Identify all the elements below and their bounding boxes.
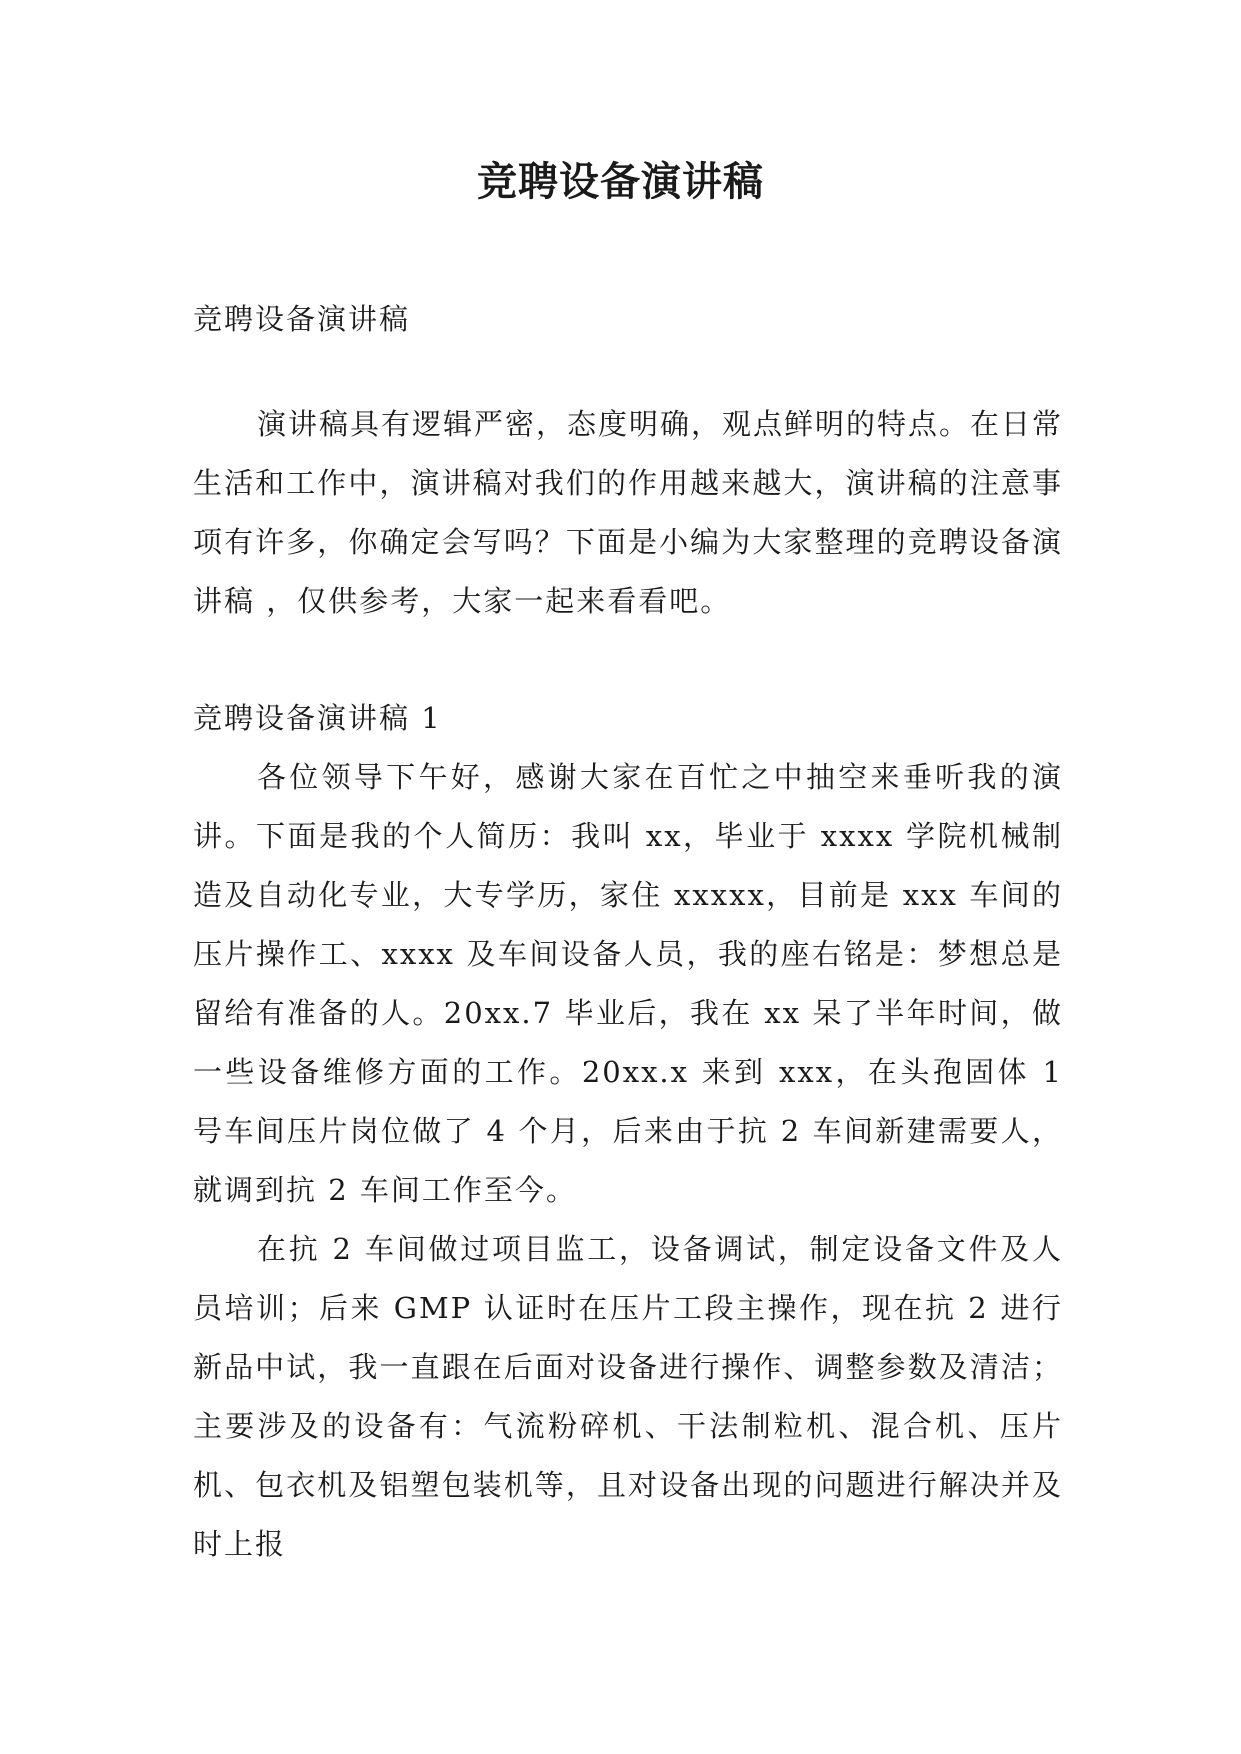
section-heading: 竞聘设备演讲稿 1 <box>193 701 442 735</box>
intro-paragraph: 演讲稿具有逻辑严密，态度明确，观点鲜明的特点。在日常生活和工作中，演讲稿对我们的作用越来越大，演讲稿的注意事项有许多，你确定会写吗？下面是小编为大家整理的竞聘设备演讲稿 ，仅供参考，大家一起来看看吧。 <box>193 407 1064 618</box>
body-paragraph: 各位领导下午好，感谢大家在百忙之中抽空来垂听我的演讲。下面是我的个人简历：我叫 xx，毕业于 xxxx 学院机械制造及自动化专业，大专学历，家住 xxxxx，目前是 xxx 车间的压片操作工、xxxx 及车间设备人员，我的座右铭是：梦想总是留给有准备的人。20xx.7 毕业后，我在 xx 呆了半年时间，做一些设备维修方面的工作。20xx.x 来到 xxx，在头孢固体 1 号车间压片岗位做了 4 个月，后来由于抗 2 车间新建需要人，就调到抗 2 车间工作至今。 <box>193 760 1063 1207</box>
document-subtitle: 竞聘设备演讲稿 <box>193 302 411 336</box>
document-title: 竞聘设备演讲稿 <box>477 158 764 205</box>
document-body <box>193 290 1063 1574</box>
body-paragraph: 在抗 2 车间做过项目监工，设备调试，制定设备文件及人员培训；后来 GMP 认证时在压片工段主操作，现在抗 2 进行新品中试，我一直跟在后面对设备进行操作、调整参数及清洁；主要涉及的设备有：气流粉碎机、干法制粒机、混合机、压片机、包衣机及铝塑包装机等，且对设备出现的问题进行解决并及时上报 <box>193 1232 1063 1561</box>
